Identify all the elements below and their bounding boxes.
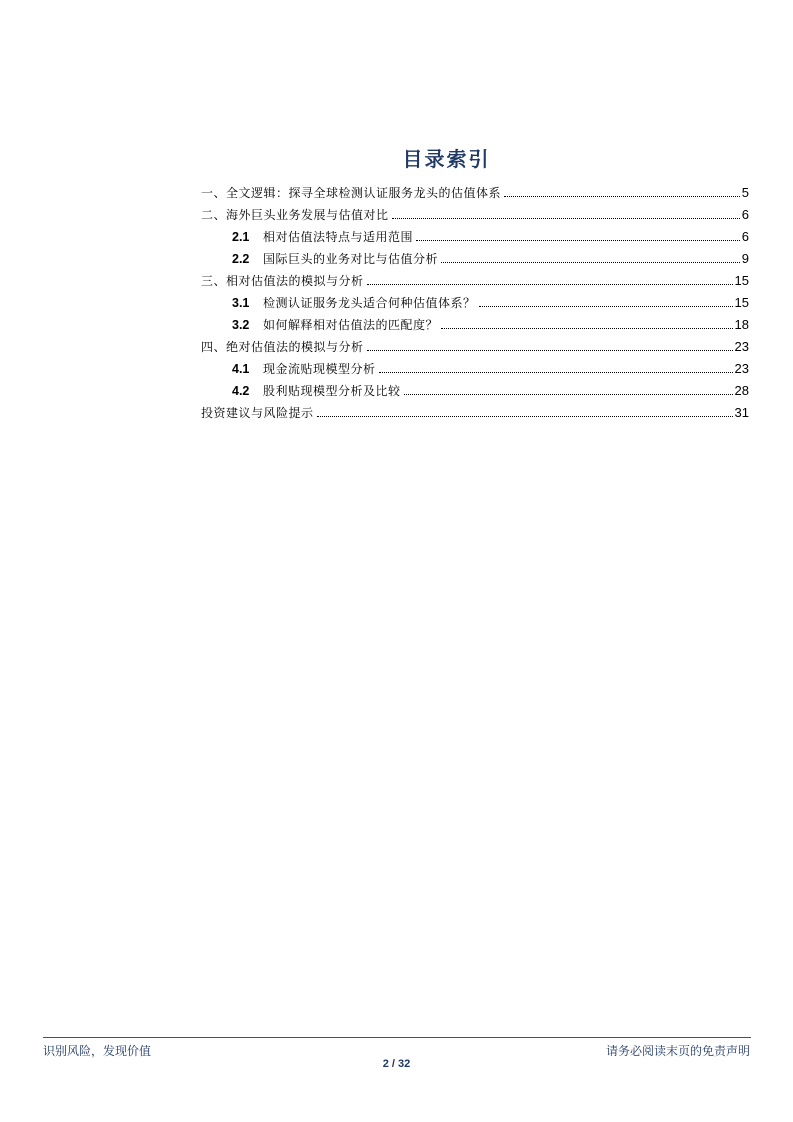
- toc-entry-label: 一、全文逻辑：探寻全球检测认证服务龙头的估值体系: [201, 186, 502, 200]
- toc-entry-page: 18: [734, 317, 749, 332]
- table-of-contents: [201, 178, 749, 420]
- toc-entry-number: 4.2: [232, 384, 250, 398]
- toc-entry-label: 检测认证服务龙头适合何种估值体系？: [263, 296, 476, 310]
- toc-entry-page: 28: [734, 383, 749, 398]
- toc-entry-3-2[interactable]: [201, 310, 749, 332]
- toc-entry-label: 国际巨头的业务对比与估值分析: [263, 252, 439, 266]
- toc-entry-number: 4.1: [232, 362, 250, 376]
- toc-leader-dots: [441, 328, 733, 329]
- footer-slogan: 识别风险，发现价值: [43, 1044, 152, 1058]
- toc-leader-dots: [392, 218, 740, 219]
- toc-entry-page: 31: [734, 405, 749, 420]
- toc-entry-5[interactable]: [201, 398, 749, 420]
- toc-entry-number: 2.1: [232, 230, 250, 244]
- footer-disclaimer: 请务必阅读末页的免责声明: [605, 1044, 750, 1058]
- toc-entry-label: 相对估值法特点与适用范围: [263, 230, 414, 244]
- toc-entry-number: 2.2: [232, 252, 250, 266]
- toc-entry-page: 9: [741, 251, 749, 266]
- page-number: 2 / 32: [382, 1058, 411, 1070]
- toc-entry-1[interactable]: [201, 178, 749, 200]
- toc-entry-page: 23: [734, 339, 749, 354]
- toc-entry-page: 6: [741, 207, 749, 222]
- toc-entry-label: 四、绝对估值法的模拟与分析: [201, 340, 364, 354]
- toc-entry-label: 股利贴现模型分析及比较: [263, 384, 401, 398]
- footer-divider: [43, 1037, 751, 1038]
- toc-leader-dots: [404, 394, 733, 395]
- toc-entry-2[interactable]: [201, 200, 749, 222]
- toc-entry-4-1[interactable]: [201, 354, 749, 376]
- toc-entry-page: 15: [734, 295, 749, 310]
- toc-entry-label: 投资建议与风险提示: [201, 406, 314, 420]
- toc-entry-4[interactable]: [201, 332, 749, 354]
- toc-entry-page: 5: [741, 185, 749, 200]
- toc-title: 目录索引: [402, 147, 491, 171]
- toc-entry-number: 3.2: [232, 318, 250, 332]
- toc-entry-label: 如何解释相对估值法的匹配度？: [263, 318, 439, 332]
- toc-entry-page: 15: [734, 273, 749, 288]
- toc-entry-label: 二、海外巨头业务发展与估值对比: [201, 208, 389, 222]
- toc-entry-3-1[interactable]: [201, 288, 749, 310]
- toc-leader-dots: [441, 262, 740, 263]
- toc-leader-dots: [367, 284, 733, 285]
- toc-entry-number: 3.1: [232, 296, 250, 310]
- toc-entry-3[interactable]: [201, 266, 749, 288]
- toc-entry-page: 6: [741, 229, 749, 244]
- toc-leader-dots: [317, 416, 733, 417]
- toc-entry-label: 现金流贴现模型分析: [263, 362, 376, 376]
- toc-entry-label: 三、相对估值法的模拟与分析: [201, 274, 364, 288]
- toc-leader-dots: [416, 240, 740, 241]
- toc-entry-page: 23: [734, 361, 749, 376]
- toc-entry-2-2[interactable]: [201, 244, 749, 266]
- toc-entry-4-2[interactable]: [201, 376, 749, 398]
- toc-entry-2-1[interactable]: [201, 222, 749, 244]
- toc-leader-dots: [367, 350, 733, 351]
- toc-leader-dots: [504, 196, 740, 197]
- toc-leader-dots: [379, 372, 733, 373]
- toc-leader-dots: [479, 306, 733, 307]
